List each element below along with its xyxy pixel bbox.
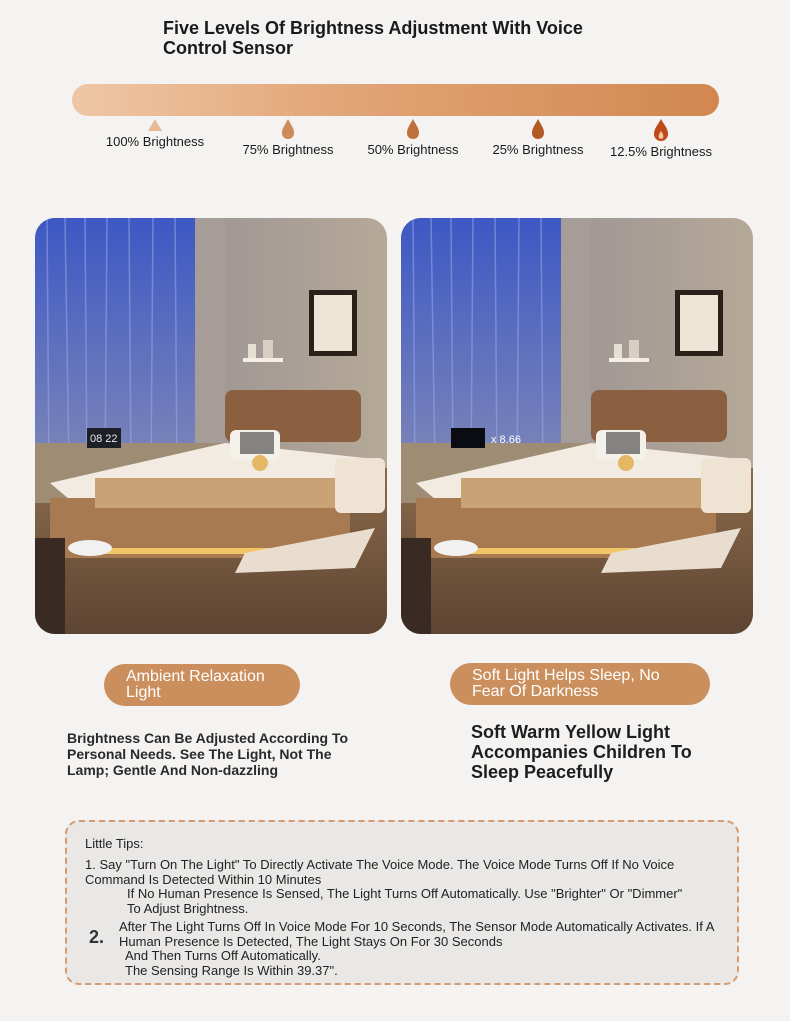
tip-item-1: 1. Say "Turn On The Light" To Directly Activate The Voice Mode. The Voice Mode Turns Off If No Voice Command Is Detected Within 10 Minutes [85, 857, 675, 887]
brightness-label: 100% Brightness [105, 134, 205, 149]
brightness-label: 50% Brightness [367, 142, 459, 157]
brightness-label: 12.5% Brightness [610, 144, 712, 159]
brightness-level-75 [223, 118, 353, 157]
tip-sensing-range: The Sensing Range Is Within 39.37". [125, 963, 338, 978]
brightness-level-12-5 [596, 118, 726, 159]
tips-title: Little Tips: [85, 836, 144, 851]
tip-item-2-continued: And Then Turns Off Automatically. [125, 948, 321, 963]
bedside-clock-display: x 8.66 [491, 434, 521, 446]
brightness-12-5-flame-icon [651, 118, 671, 142]
bedroom-photo-sleep [401, 218, 753, 634]
brightness-label: 75% Brightness [242, 142, 334, 157]
brightness-75-flame-icon [280, 118, 296, 140]
sleep-light-badge: Soft Light Helps Sleep, No Fear Of Darkness [450, 663, 710, 705]
tip-item-2: After The Light Turns Off In Voice Mode For 10 Seconds, The Sensor Mode Automatically Activates. If A Human Presence Is Detected, The Light Stays On For 30 Seconds [119, 919, 714, 949]
tip-item-1-continued: If No Human Presence Is Sensed, The Light Turns Off Automatically. Use "Brighter" Or "Dimmer" To Adjust Brightness. [127, 886, 683, 916]
brightness-50-flame-icon [405, 118, 421, 140]
brightness-level-25 [473, 118, 603, 157]
bedside-clock-display: 08 22 [90, 433, 118, 445]
little-tips-box [65, 820, 739, 985]
brightness-100-triangle-icon [147, 118, 163, 132]
brightness-gradient-bar [72, 84, 719, 116]
brightness-level-100 [90, 118, 220, 149]
brightness-label: 25% Brightness [492, 142, 584, 157]
sleep-light-description: Soft Warm Yellow Light Accompanies Children To Sleep Peacefully [471, 722, 692, 782]
ambient-light-badge: Ambient Relaxation Light [104, 664, 300, 706]
brightness-level-50 [348, 118, 478, 157]
ambient-light-description: Brightness Can Be Adjusted According To Personal Needs. See The Light, Not The Lamp; Gentle And Non-dazzling [67, 730, 349, 778]
bedroom-photo-ambient [35, 218, 387, 634]
page-title: Five Levels Of Brightness Adjustment With Voice Control Sensor [163, 18, 583, 58]
brightness-25-flame-icon [530, 118, 546, 140]
tip-item-2-number: 2. [89, 927, 105, 947]
